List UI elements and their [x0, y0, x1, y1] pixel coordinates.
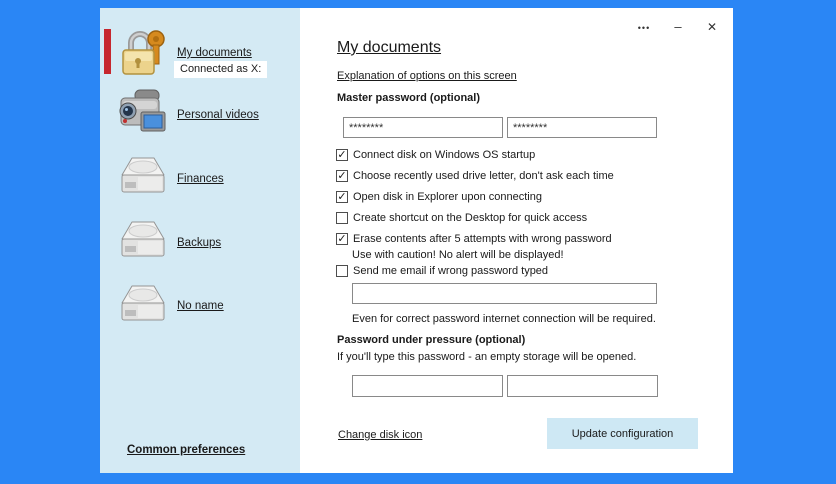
selected-item-indicator	[104, 29, 111, 74]
checkbox-label: Open disk in Explorer upon connecting	[353, 191, 542, 203]
sidebar-item-finances[interactable]: Finances	[177, 173, 224, 185]
checkbox-label: Send me email if wrong password typed	[353, 265, 549, 277]
sidebar-item-backups[interactable]: Backups	[177, 237, 222, 249]
close-icon[interactable]: ✕	[706, 20, 718, 34]
common-preferences-link[interactable]: Common preferences	[127, 444, 246, 456]
email-note: Even for correct password internet connection will be required.	[352, 313, 656, 325]
update-configuration-button[interactable]: Update configuration	[547, 418, 698, 449]
pressure-password-label: Password under pressure (optional)	[337, 334, 526, 346]
pressure-password-input-2[interactable]	[507, 375, 658, 397]
master-password-input-2[interactable]	[507, 117, 657, 138]
pressure-password-input-1[interactable]	[352, 375, 503, 397]
app-window	[100, 8, 733, 473]
disk-icon[interactable]	[118, 283, 168, 328]
checkbox-label: Create shortcut on the Desktop for quick access	[353, 212, 588, 224]
checkbox-row	[336, 191, 542, 204]
checkbox-erase-contents[interactable]: ✓	[337, 233, 347, 245]
checkbox-connect-startup[interactable]: ✓	[337, 149, 347, 161]
master-password-label: Master password (optional)	[337, 92, 481, 104]
main-panel	[300, 8, 733, 473]
email-input[interactable]	[352, 283, 657, 304]
checkbox-label: Choose recently used drive letter, don't ask each time	[353, 170, 614, 182]
checkbox-recent-drive-letter[interactable]: ✓	[337, 170, 347, 182]
checkbox-desktop-shortcut[interactable]	[336, 212, 348, 224]
checkbox-open-explorer[interactable]: ✓	[337, 191, 347, 203]
page-title: My documents	[337, 39, 442, 56]
menu-icon[interactable]: •••	[637, 23, 651, 33]
checkbox-row	[336, 233, 612, 246]
sidebar-item-no-name[interactable]: No name	[177, 300, 224, 312]
camcorder-icon[interactable]	[115, 88, 169, 143]
checkbox-email-on-wrong-password[interactable]	[336, 265, 348, 277]
explanation-link[interactable]: Explanation of options on this screen	[337, 70, 517, 82]
disk-icon[interactable]	[118, 155, 168, 200]
change-disk-icon-link[interactable]: Change disk icon	[338, 429, 423, 441]
connected-status-badge: Connected as X:	[174, 61, 267, 78]
erase-caution-note: Use with caution! No alert will be displayed!	[352, 249, 564, 261]
minimize-icon[interactable]: –	[674, 19, 682, 34]
disk-icon[interactable]	[118, 219, 168, 264]
sidebar-item-my-documents[interactable]: My documents	[177, 47, 252, 59]
checkbox-row	[336, 170, 614, 183]
checkbox-label: Connect disk on Windows OS startup	[353, 149, 536, 161]
checkbox-label: Erase contents after 5 attempts with wrong password	[353, 233, 612, 245]
sidebar	[100, 8, 300, 473]
checkbox-row	[336, 265, 548, 278]
pressure-password-description: If you'll type this password - an empty storage will be opened.	[337, 351, 637, 363]
checkbox-row	[336, 212, 587, 225]
master-password-input-1[interactable]	[343, 117, 503, 138]
lock-key-icon[interactable]	[119, 28, 167, 81]
checkbox-row	[336, 149, 535, 162]
sidebar-item-personal-videos[interactable]: Personal videos	[177, 109, 259, 121]
